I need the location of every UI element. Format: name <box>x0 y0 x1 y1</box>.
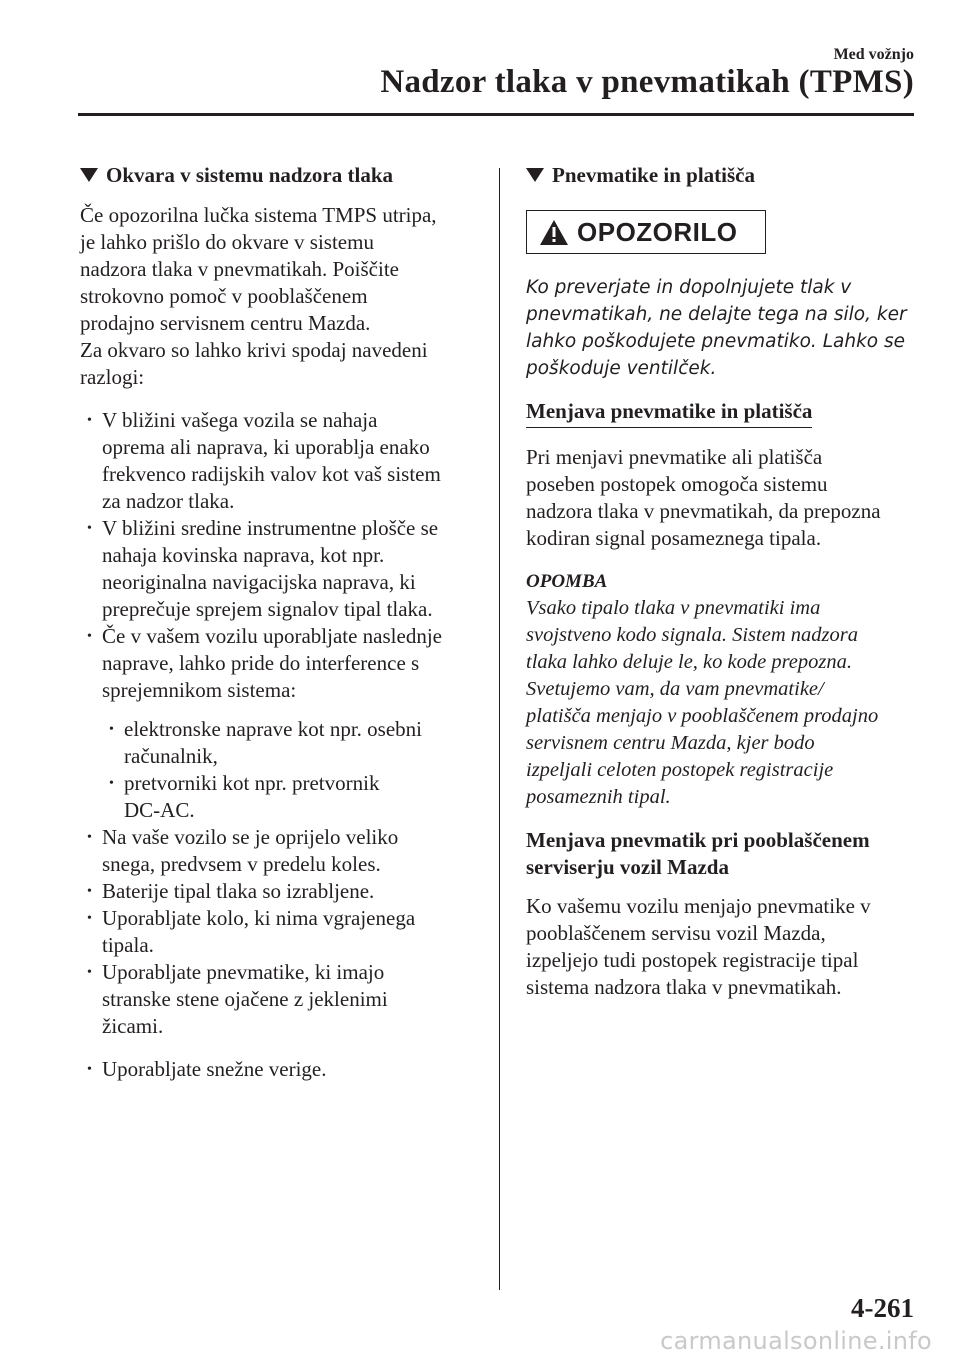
list-item: • Uporabljate pnevmatike, ki imajo stranske stene ojačene z jeklenimi žicami. <box>87 960 388 1038</box>
bullet-icon: • <box>87 1062 92 1077</box>
text-line: Če opozorilna lučka sistema TMPS utripa, <box>80 203 437 227</box>
warning-text: Ko preverjate in dopolnjujete tlak v pnevmatikah, ne delajte tega na silo, ker lahko poškodujete pnevmatiko. Lahko se poškoduje ventilček. <box>526 277 907 379</box>
text-line: je lahko prišlo do okvare v sistemu <box>80 230 374 254</box>
left-column <box>80 160 480 1083</box>
warning-label: OPOZORILO <box>577 216 738 247</box>
page-number: 4-261 <box>851 1293 914 1323</box>
column-divider <box>499 168 500 1290</box>
section-heading-tires <box>526 160 926 190</box>
header-rule <box>78 113 914 116</box>
page-title: Nadzor tlaka v pnevmatikah (TPMS) <box>380 64 914 100</box>
section-label: Med vožnjo <box>833 46 914 63</box>
bullet-icon: • <box>109 722 114 737</box>
section-heading-text: Okvara v sistemu nadzora tlaka <box>106 162 394 187</box>
list-item: • V bližini sredine instrumentne plošče se nahaja kovinska naprava, kot npr. neoriginalna navigacijska naprava, ki preprečuje sprejem signalov tipal tlaka. <box>87 516 439 621</box>
text-line: prodajno servisnem centru Mazda. <box>80 311 371 335</box>
note-text: Vsako tipalo tlaka v pnevmatiki ima svojstveno kodo signala. Sistem nadzora tlaka lahko deluje le, ko kode prepozna. Svetujemo vam, da vam pnevmatike/ platišča menjajo v pooblaščenem prodajno servisnem centru Mazda, kjer bodo izpeljali celoten postopek registracije posameznih tipal. <box>526 597 879 808</box>
subheading-replacement: Menjava pnevmatike in platišča <box>526 398 812 428</box>
cause-list <box>80 407 480 704</box>
bullet-icon: • <box>87 521 92 536</box>
text-line: Za okvaro so lahko krivi spodaj navedeni <box>80 338 428 362</box>
sub-list-item: • elektronske naprave kot npr. osebni računalnik, <box>109 717 422 768</box>
list-item: • Uporabljate kolo, ki nima vgrajenega tipala. <box>87 906 416 957</box>
cause-list-continued <box>80 824 480 1040</box>
triangle-marker-icon <box>526 168 544 182</box>
warning-icon <box>539 219 569 246</box>
note-label: OPOMBA <box>526 571 608 592</box>
bullet-icon: • <box>87 830 92 845</box>
triangle-marker-icon <box>80 168 98 182</box>
bullet-icon: • <box>87 884 92 899</box>
bullet-icon: • <box>87 629 92 644</box>
bullet-icon: • <box>87 911 92 926</box>
list-item: • Na vaše vozilo se je oprijelo veliko snega, predvsem v predelu koles. <box>87 825 399 876</box>
bullet-icon: • <box>109 776 114 791</box>
device-sublist <box>102 716 480 824</box>
list-item: • V bližini vašega vozila se nahaja oprema ali naprava, ki uporablja enako frekvenco radijskih valov kot vaš sistem za nadzor tlaka. <box>87 408 441 513</box>
text-line: nadzora tlaka v pnevmatikah. Poiščite <box>80 257 399 281</box>
watermark: carmanualsonline.info <box>660 1327 932 1355</box>
cause-list-last <box>80 1056 480 1083</box>
section-heading-text: Pnevmatike in platišča <box>552 162 755 187</box>
bullet-icon: • <box>87 413 92 428</box>
bullet-icon: • <box>87 965 92 980</box>
list-item: • Uporabljate snežne verige. <box>87 1057 327 1081</box>
text-line: razlogi: <box>80 365 145 389</box>
list-item: • Baterije tipal tlaka so izrabljene. <box>87 879 375 903</box>
replacement-paragraph: Pri menjavi pnevmatike ali platišča poseben postopek omogoča sistemu nadzora tlaka v pnevmatikah, da prepozna kodiran signal posameznega tipala. <box>526 445 881 550</box>
dealer-paragraph: Ko vašemu vozilu menjajo pnevmatike v pooblaščenem servisu vozil Mazda, izpeljejo tudi postopek registracije tipal sistema nadzora tlaka v pnevmatikah. <box>526 894 871 999</box>
right-column <box>526 160 926 1001</box>
warning-box <box>526 210 766 254</box>
list-item: • Če v vašem vozilu uporabljate naslednje naprave, lahko pride do interference s sprejemnikom sistema: <box>87 624 442 702</box>
sub-list-item: • pretvorniki kot npr. pretvornik DC-AC. <box>109 771 380 822</box>
section-heading-malfunction <box>80 160 480 190</box>
subheading-dealer-replacement: Menjava pnevmatik pri pooblaščenem serviserju vozil Mazda <box>526 828 870 879</box>
text-line: strokovno pomoč v pooblaščenem <box>80 284 368 308</box>
intro-paragraph <box>80 202 480 391</box>
